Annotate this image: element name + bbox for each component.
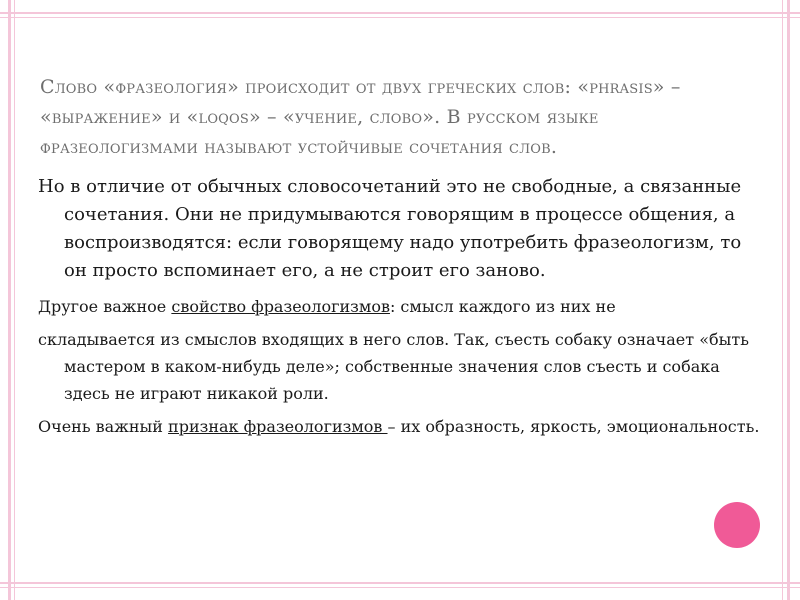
frame-line-top-inner	[0, 17, 800, 18]
paragraph-3: складывается из смыслов входящих в него слов. Так, съесть собаку означает «быть мастером в каком-нибудь деле»; собственные значения слов съесть и собака здесь не играют никакой роли.	[38, 330, 749, 403]
frame-line-bottom	[0, 582, 800, 584]
paragraph-4	[38, 413, 760, 440]
paragraph-2-text-before: Другое важное	[38, 297, 172, 316]
frame-line-right-inner	[782, 0, 783, 600]
decorative-pink-circle	[714, 502, 760, 548]
link-priznak-frazeologizmov[interactable]: признак фразеологизмов	[168, 417, 388, 436]
paragraph-2-text-after: : смысл каждого из них не	[389, 297, 616, 316]
frame-line-left-outer	[8, 0, 11, 600]
link-svoystvo-frazeologizmov[interactable]: свойство фразеологизмов	[171, 297, 390, 316]
frame-line-bottom-inner	[0, 587, 800, 588]
frame-line-right-outer	[787, 0, 790, 600]
slide-body	[38, 173, 760, 446]
paragraph-4-text-after: – их образность, яркость, эмоциональность.	[387, 417, 760, 436]
slide-title: Слово «фразеология» происходит от двух греческих слов: «phrasis» – «выражение» и «loqos» – «учение, слово». В русском языке фразеологизмами называют устойчивые сочетания слов.	[40, 76, 681, 158]
frame-line-left-inner	[14, 0, 15, 600]
paragraph-2	[38, 293, 760, 320]
paragraph-1: Но в отличие от обычных словосочетаний это не свободные, а связанные сочетания. Они не придумываются говорящим в процессе общения, а воспроизводятся: если говорящему надо употребить фразеологизм, то он просто вспоминает его, а не строит его заново.	[38, 176, 742, 281]
frame-line-top	[0, 12, 800, 14]
paragraph-4-text-before: Очень важный	[38, 417, 169, 436]
